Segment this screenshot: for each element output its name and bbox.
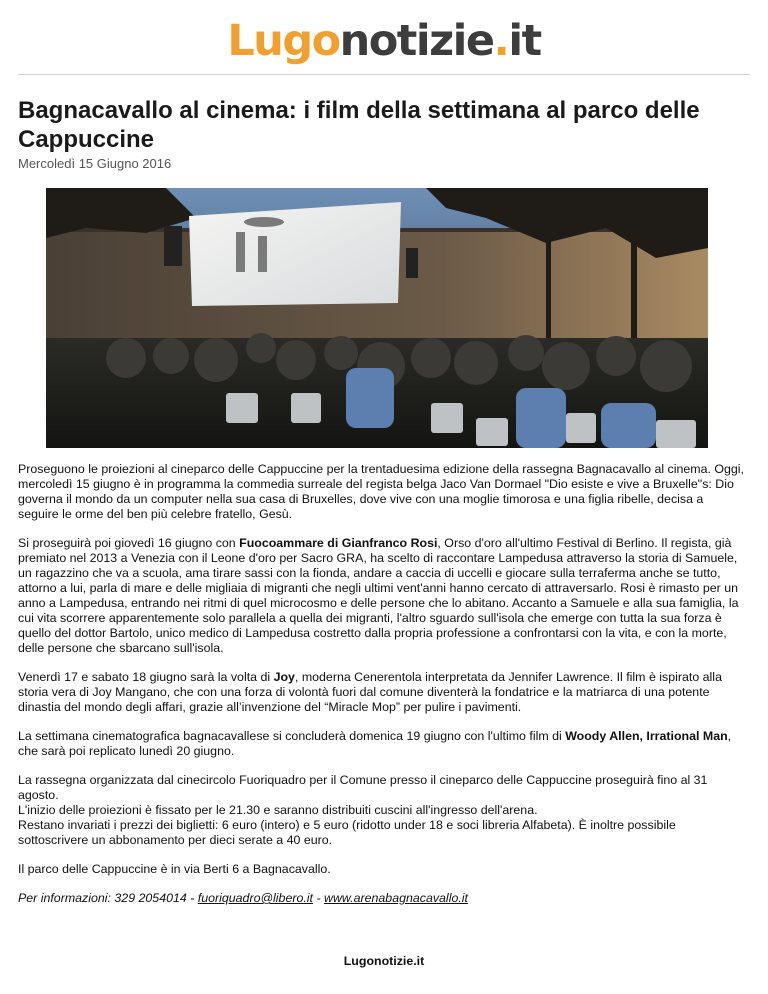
- article-body: [18, 462, 746, 920]
- outdoor-cinema-photo: [46, 188, 708, 448]
- paragraph-text: , moderna Cenerentola interpretata da Jennifer Lawrence. Il film è ispirato alla storia vera di Joy Mangano, che con una forza di volontà fuori dal comune diventerà la fondatrice e la matriarca di una potente dinastia del mondo degli affari, grazie all’invenzione del “Miracle Mop” per pulire i pavimenti.: [18, 670, 722, 714]
- film-title-joy: Joy: [273, 670, 295, 684]
- email-link[interactable]: fuoriquadro@libero.it: [197, 891, 313, 905]
- info-line: [18, 891, 746, 906]
- paragraph-text: Si proseguirà poi giovedì 16 giugno con: [18, 536, 240, 550]
- film-title-fuocoammare: Fuocoammare di Gianfranco Rosi: [239, 536, 438, 550]
- film-title-irrational-man: Woody Allen, Irrational Man: [565, 729, 728, 743]
- paragraph-text: Venerdì 17 e sabato 18 giugno sarà la volta di: [18, 670, 274, 684]
- info-separator: -: [313, 891, 325, 905]
- site-logo[interactable]: [0, 10, 768, 72]
- header-divider: [18, 74, 750, 75]
- article-paragraph: Proseguono le proiezioni al cineparco delle Cappuccine per la trentaduesima edizione della rassegna Bagnacavallo al cinema. Oggi, mercoledì 15 giugno è in programma la commedia surreale del regista belga Jaco Van Dormael "Dio esiste e vive a Bruxelle"s: Dio governa il mondo da un computer nella sua casa di Bruxelles, dove vive con una moglie timorosa e una figlia ribelle, decisa a seguire le orme del ben più celebre fratello, Gesù.: [18, 462, 744, 521]
- article-paragraph: La rassegna organizzata dal cinecircolo Fuoriquadro per il Comune presso il cineparco delle Cappuccine proseguirà fino al 31 agosto.: [18, 773, 708, 802]
- article-title: Bagnacavallo al cinema: i film della settimana al parco delle Cappuccine: [18, 97, 700, 153]
- paragraph-text: La settimana cinematografica bagnacavallese si concluderà domenica 19 giugno con l'ultimo film di: [18, 729, 566, 743]
- article-paragraph: [18, 670, 746, 715]
- logo-notizie: notizie: [339, 16, 494, 66]
- logo-dot: .: [493, 16, 509, 66]
- article-paragraph: Restano invariati i prezzi dei biglietti: 6 euro (intero) e 5 euro (ridotto under 18 e soci libreria Alfabeta). È inoltre possibile sottoscrivere un abbonamento per dieci serate a 40 euro.: [18, 818, 676, 847]
- article-paragraph: L'inizio delle proiezioni è fissato per le 21.30 e saranno distribuiti cuscini all'ingresso dell'arena.: [18, 803, 538, 817]
- article-paragraph: [18, 536, 746, 656]
- logo-lugo: Lugo: [227, 16, 340, 66]
- info-text: Per informazioni: 329 2054014 -: [18, 891, 198, 905]
- paragraph-text: , che sarà poi replicato lunedì 20 giugno.: [18, 729, 732, 758]
- article-paragraph: [18, 729, 746, 759]
- paragraph-text: , Orso d'oro all'ultimo Festival di Berlino. Il regista, già premiato nel 2013 a Venezia con il Leone d'oro per Sacro GRA, ha scelto di raccontare Lampedusa attraverso la storia di Samuele, un ragazzino che va a scuola, ama tirare sassi con la fionda, andare a caccia di uccelli e giocare sulla terraferma anche se tutto, attorno a lui, parla di mare e delle migliaia di migranti che negli ultimi vent'anni hanno cercato di attraversarlo. Rosi è rimasto per un anno a Lampedusa, entrando nei ritmi di quel microcosmo e delle persone che lo abitano. Accanto a Samuele e alla sua famiglia, la cui vita scorrere apparentemente solo parallela a quella dei migranti, l'altro sguardo sull'isola che emerge con tutta la sua forza è quello del dottor Bartolo, unico medico di Lampedusa costretto dalla propria professione a confrontarsi con la vita, e con la morte, delle persone che sbarcano sull'isola.: [18, 536, 739, 655]
- logo-it: it: [508, 16, 541, 66]
- page-footer: Lugonotizie.it: [343, 954, 425, 968]
- website-link[interactable]: www.arenabagnacavallo.it: [324, 891, 468, 905]
- article-date: Mercoledì 15 Giugno 2016: [18, 156, 172, 171]
- site-masthead: [0, 10, 768, 72]
- article-paragraph: Il parco delle Cappuccine è in via Berti 6 a Bagnacavallo.: [18, 862, 331, 876]
